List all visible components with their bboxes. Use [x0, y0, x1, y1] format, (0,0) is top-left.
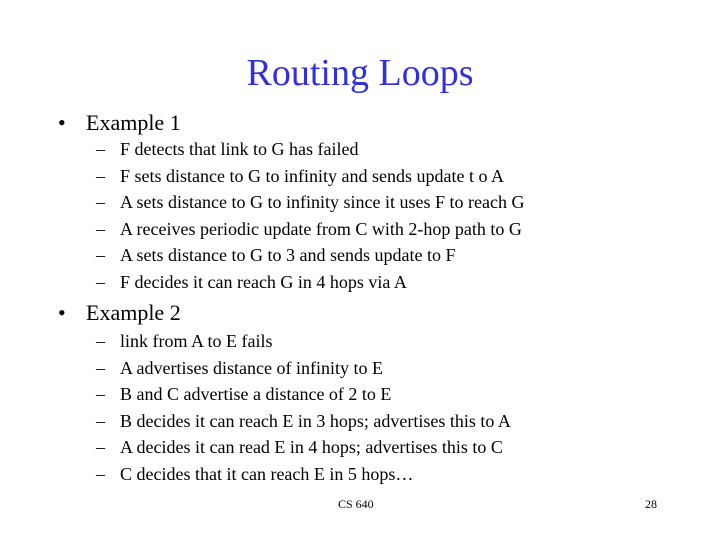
- footer-page-number: 28: [645, 497, 657, 511]
- section-heading-example-2: [58, 300, 181, 326]
- list-item: – A decides it can read E in 4 hops; advertises this to C: [96, 434, 511, 461]
- list-item: – B and C advertise a distance of 2 to E: [96, 381, 511, 408]
- list-item: – A advertises distance of infinity to E: [96, 355, 511, 382]
- list-item: – C decides that it can reach E in 5 hops…: [96, 461, 511, 488]
- dash-icon: –: [96, 218, 105, 239]
- dash-icon: –: [96, 463, 105, 484]
- bullet-icon: •: [58, 110, 66, 135]
- dash-icon: –: [96, 331, 105, 351]
- list-item: – F detects that link to G has failed: [96, 136, 524, 163]
- dash-icon: –: [96, 384, 105, 405]
- example-1-list: [96, 136, 524, 296]
- list-item: – link from A to E fails: [96, 328, 511, 355]
- dash-icon: –: [96, 192, 105, 213]
- example-2-list: [96, 328, 511, 488]
- dash-icon: –: [96, 139, 105, 159]
- section-heading-example-1: [58, 110, 181, 136]
- dash-icon: –: [96, 271, 105, 292]
- slide-title: Routing Loops: [246, 52, 474, 94]
- dash-icon: –: [96, 165, 105, 186]
- list-item: – F decides it can reach G in 4 hops via A: [96, 269, 524, 296]
- dash-icon: –: [96, 437, 105, 458]
- footer-course: CS 640: [338, 497, 374, 511]
- list-item: – F sets distance to G to infinity and sends update t o A: [96, 163, 524, 190]
- list-item: – B decides it can reach E in 3 hops; advertises this to A: [96, 408, 511, 435]
- bullet-icon: •: [58, 300, 66, 325]
- dash-icon: –: [96, 410, 105, 431]
- dash-icon: –: [96, 245, 105, 266]
- section-heading-label: Example 1: [86, 110, 181, 135]
- section-heading-label: Example 2: [86, 300, 181, 325]
- list-item: – A sets distance to G to 3 and sends update to F: [96, 242, 524, 269]
- list-item: – A receives periodic update from C with 2-hop path to G: [96, 216, 524, 243]
- list-item: – A sets distance to G to infinity since it uses F to reach G: [96, 189, 524, 216]
- dash-icon: –: [96, 357, 105, 378]
